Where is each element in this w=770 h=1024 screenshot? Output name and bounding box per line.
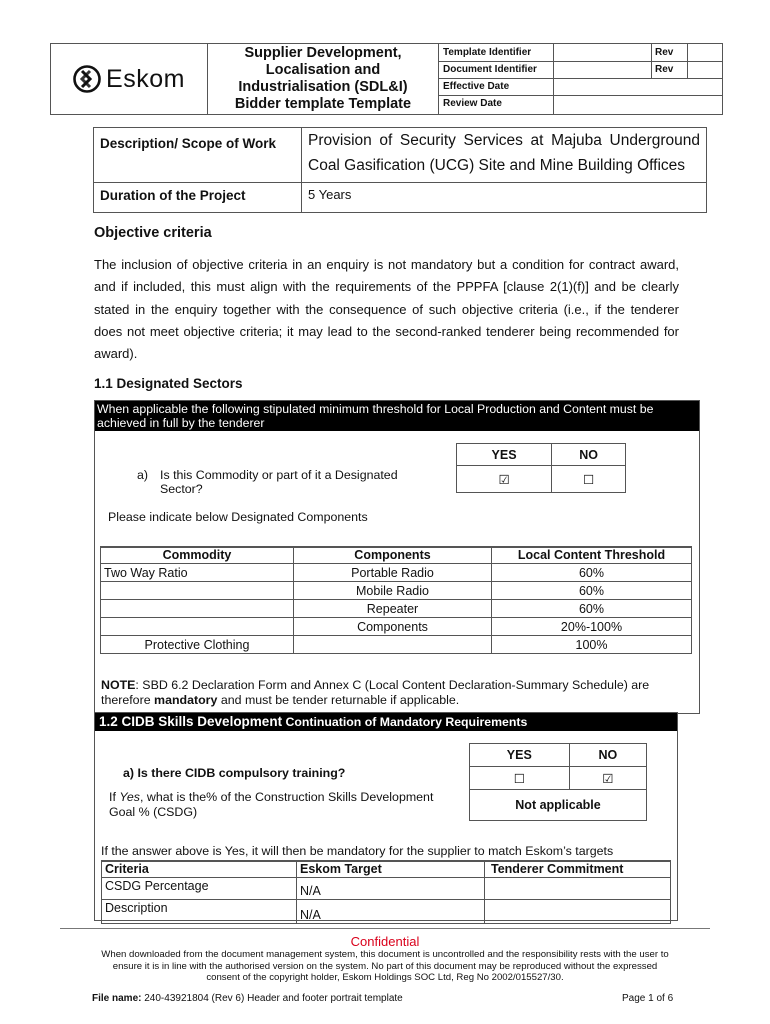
table-header: Tenderer Commitment (485, 861, 671, 878)
no-checkbox[interactable]: ☐ (552, 466, 626, 493)
scope-value: Provision of Security Services at Majuba Underground Coal Gasification (UCG) Site and Mine Building Offices (302, 128, 707, 183)
no-header: NO (552, 444, 626, 466)
not-applicable: Not applicable (470, 790, 647, 821)
table-header: Eskom Target (297, 861, 485, 878)
scope-label: Description/ Scope of Work (94, 128, 302, 183)
table-row: Description N/A (102, 900, 671, 924)
yes-header: YES (470, 744, 570, 767)
table-row: Two Way Ratio Portable Radio 60% (101, 564, 692, 582)
designated-heading: 1.1 Designated Sectors (94, 376, 243, 391)
footer-rule (60, 928, 710, 929)
tenderer-commitment-cell[interactable] (485, 878, 671, 900)
table-row: Components 20%-100% (101, 618, 692, 636)
table-row: Repeater 60% (101, 600, 692, 618)
cidb-section (94, 712, 678, 921)
yes-checkbox[interactable]: ☐ (470, 767, 570, 790)
table-header: Local Content Threshold (492, 547, 692, 564)
meta-row: Review Date (439, 95, 722, 114)
table-header: Components (294, 547, 492, 564)
table-row: Protective Clothing 100% (101, 636, 692, 654)
table-row: CSDG Percentage N/A (102, 878, 671, 900)
question-letter: a) (137, 468, 149, 482)
yes-header: YES (457, 444, 552, 466)
objective-text: The inclusion of objective criteria in an enquiry is not mandatory but a condition for contract award, and if included, this must align with the requirements of the PPPFA [clause 2(1)(f)] and be clearly stated in the enquiry together with the consequence of such objective criteria (i.e., if the tenderer does not meet objective criteria; it may lead to the second-ranked tenderer being recommended for award). (94, 257, 679, 362)
indicate-text: Please indicate below Designated Components (108, 510, 368, 524)
confidential-label: Confidential (350, 934, 420, 949)
cidb-table (101, 860, 671, 924)
no-header: NO (569, 744, 646, 767)
logo-text: Eskom (106, 64, 185, 93)
meta-row: Effective Date (439, 78, 722, 96)
cidb-question: a) Is there CIDB compulsory training? (123, 766, 346, 780)
document-header (50, 43, 723, 115)
table-row: Mobile Radio 60% (101, 582, 692, 600)
yes-checkbox[interactable]: ☑ (457, 466, 552, 493)
designated-components-table (100, 546, 692, 654)
document-meta (439, 44, 722, 114)
meta-row: Template Identifier Rev (439, 44, 722, 62)
eskom-logo (51, 44, 208, 114)
footer-disclaimer: When downloaded from the document management system, this document is uncontrolled and the responsibility rests with the user to ensure it is in line with the authorised version on the system. No part of this document may be reproduced without the expressed consent of the copyright holder, Eskom Holdings SOC Ltd, Reg No 2002/015527/30. (101, 949, 669, 983)
page-number: Page 1 of 6 (622, 993, 674, 1004)
csdg-question: If Yes, what is the% of the Construction Skills Development Goal % (CSDG) (109, 790, 434, 819)
table-header: Criteria (102, 861, 297, 878)
cidb-statement: If the answer above is Yes, it will then be mandatory for the supplier to match Eskom’s targets (101, 844, 614, 858)
cidb-banner: 1.2 CIDB Skills Development Continuation of Mandatory Requirements (95, 713, 677, 731)
document-title: Supplier Development, Localisation and Industrialisation (SDL&I) Bidder template Template (208, 44, 439, 114)
scope-table (93, 127, 707, 213)
file-name: File name: 240-43921804 (Rev 6) Header and footer portrait template (92, 993, 403, 1004)
designated-section (94, 400, 700, 714)
designated-note: NOTE: SBD 6.2 Declaration Form and Annex C (Local Content Declaration-Summary Schedule) are therefore mandatory and must be tender returnable if applicable. (101, 678, 650, 707)
cidb-yes-no (469, 743, 647, 821)
meta-row: Document Identifier Rev (439, 61, 722, 79)
tenderer-commitment-cell[interactable] (485, 900, 671, 924)
eskom-logo-icon (73, 65, 103, 93)
duration-value: 5 Years (302, 183, 707, 213)
designated-question: Is this Commodity or part of it a Designated Sector? (160, 468, 398, 496)
no-checkbox[interactable]: ☑ (569, 767, 646, 790)
designated-banner: When applicable the following stipulated minimum threshold for Local Production and Content must be achieved in full by the tenderer (95, 401, 699, 431)
duration-label: Duration of the Project (94, 183, 302, 213)
table-header: Commodity (101, 547, 294, 564)
objective-heading: Objective criteria (94, 225, 212, 241)
designated-yes-no (456, 443, 626, 493)
